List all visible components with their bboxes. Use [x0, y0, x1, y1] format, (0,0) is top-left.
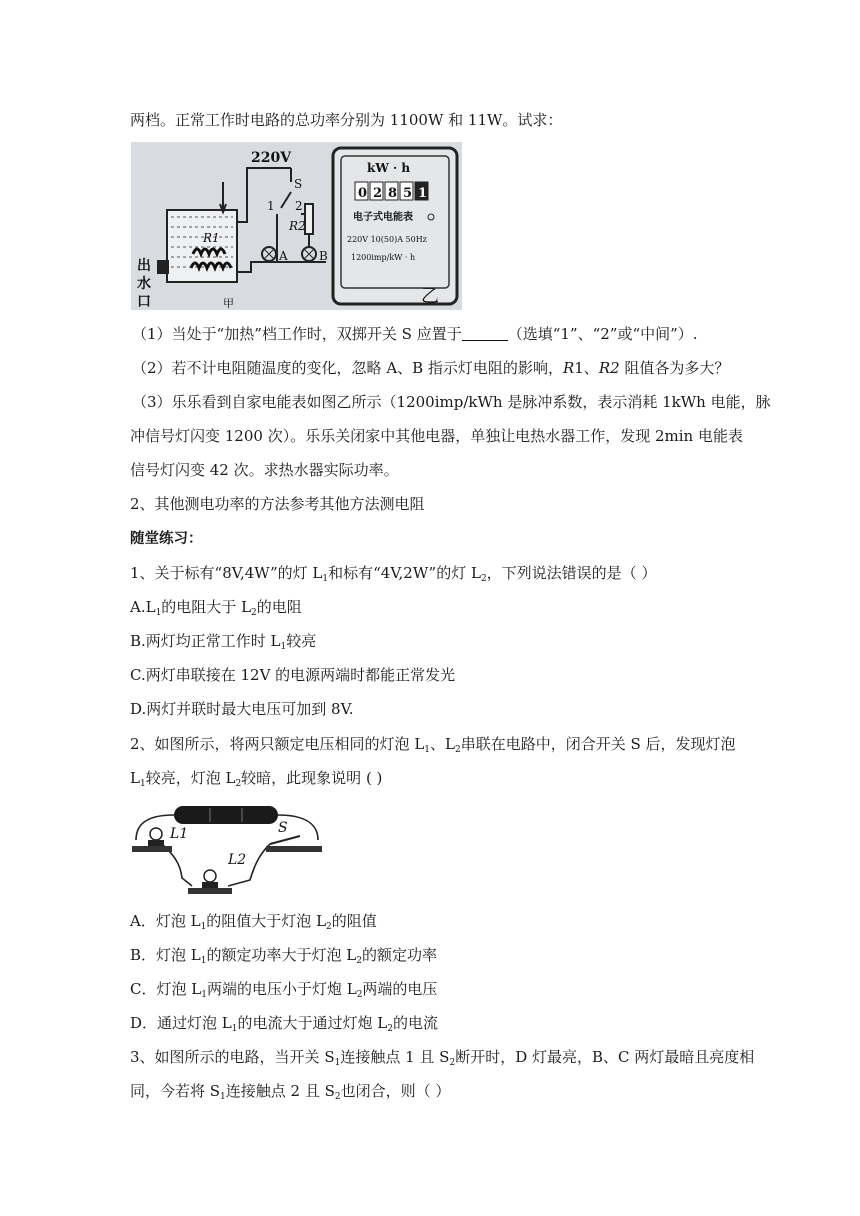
practice-2-stem-line-2: $L_1$较亮，灯泡 $L_2$较暗，此现象说明 ( )	[130, 769, 383, 789]
practice-1-option-d: D.两灯并联时最大电压可加到 8V.	[130, 700, 354, 718]
fig2-l2-label: L2	[228, 852, 247, 868]
fig1-meter-digits	[355, 182, 428, 201]
fig1-meter-spec: 220V 10(50)A 50Hz	[347, 235, 427, 244]
question-3-line-2: 冲信号灯闪变 1200 次）。乐乐关闭家中其他电器，单独让电热水器工作，发现 2min 电能表	[130, 427, 743, 445]
fig1-lamp-a: A	[279, 249, 288, 263]
practice-1-option-c: C.两灯串联接在 12V 的电源两端时都能正常发光	[130, 666, 456, 684]
practice-1-option-b: B.两灯均正常工作时 $L_1$较亮	[130, 632, 317, 652]
practice-2-stem-line-1: 2、如图所示，将两只额定电压相同的灯泡 $L_1$、$L_2$串联在电路中，闭合开关 S 后，发现灯泡	[130, 735, 736, 755]
question-3-line-1: （3）乐乐看到自家电能表如图乙所示（1200imp/kWh 是脉冲系数，表示消耗 1kWh 电能，脉	[132, 393, 771, 411]
svg-text:1: 1	[418, 186, 428, 201]
fig1-meter-name: 电子式电能表	[353, 212, 413, 223]
figure-series-lamps	[130, 800, 325, 900]
practice-1-option-a: $A.L_1$的电阻大于 $L_2$的电阻	[130, 598, 302, 618]
practice-3-stem-line-2: 同，今若将 $S_1$连接触点 2 且 $S_2$也闭合，则（ ）	[130, 1082, 451, 1102]
practice-title: 随堂练习：	[130, 531, 203, 547]
fig1-label-jia: 甲	[223, 297, 234, 310]
fig1-outlet-3: 口	[137, 294, 151, 310]
fig1-switch-label: S	[294, 177, 303, 191]
fig2-l1-label: L1	[170, 826, 189, 842]
question-1: （1）当处于“加热”档工作时，双掷开关 S 应置于 （选填“1”、“2”或“中间”）.	[132, 325, 698, 343]
figure-heater-circuit	[131, 142, 462, 310]
fig1-label-yi: 乙	[421, 286, 439, 307]
svg-text:8: 8	[388, 186, 398, 201]
fig1-voltage-label: 220V	[251, 150, 292, 166]
fig1-meter-unit: kW · h	[367, 161, 411, 175]
question-2: （2）若不计电阻随温度的变化，忽略 A、B 指示灯电阻的影响，R1、R2 阻值各为多大？	[132, 359, 730, 377]
fig1-outlet-2: 水	[137, 276, 151, 292]
intro-text: 两档。正常工作时电路的总功率分别为 1100W 和 11W。试求：	[130, 111, 563, 129]
practice-2-option-b: B．灯泡 $L_1$的额定功率大于灯泡 $L_2$的额定功率	[130, 946, 437, 966]
practice-3-stem-line-1: 3、如图所示的电路，当开关 $S_1$连接触点 1 且 $S_2$断开时，D 灯最亮，B、C 两灯最暗且亮度相	[130, 1048, 755, 1068]
practice-1-stem: 1、关于标有“8V,4W”的灯 $L_1$和标有“4V,2W”的灯 $L_2$，下列说法错误的是（ ）	[130, 564, 657, 584]
svg-text:2: 2	[373, 186, 383, 201]
fig1-r2-label: R2	[289, 219, 306, 233]
practice-2-option-d: D．通过灯泡 $L_1$的电流大于通过灯炮 $L_2$的电流	[130, 1014, 438, 1034]
svg-text:5: 5	[403, 186, 413, 201]
fig1-meter-const: 1200imp/kW · h	[351, 253, 416, 262]
fig2-s-label: S	[278, 820, 288, 836]
practice-2-option-c: C．灯泡 $L_1$两端的电压小于灯炮 $L_2$两端的电压	[130, 980, 438, 1000]
item-2: 2、其他测电功率的方法参考其他方法测电阻	[130, 495, 425, 513]
svg-text:0: 0	[358, 186, 368, 201]
fig1-contact1: 1	[267, 199, 275, 213]
fig1-r1-label: R1	[203, 231, 220, 245]
practice-2-option-a: A．灯泡 $L_1$的阻值大于灯泡 $L_2$的阻值	[130, 912, 377, 932]
fig1-lamp-b: B	[319, 249, 328, 263]
answer-blank[interactable]	[462, 326, 508, 341]
fig1-outlet-1: 出	[137, 258, 151, 274]
question-3-line-3: 信号灯闪变 42 次。求热水器实际功率。	[130, 461, 399, 479]
fig1-contact2: 2	[295, 199, 303, 213]
